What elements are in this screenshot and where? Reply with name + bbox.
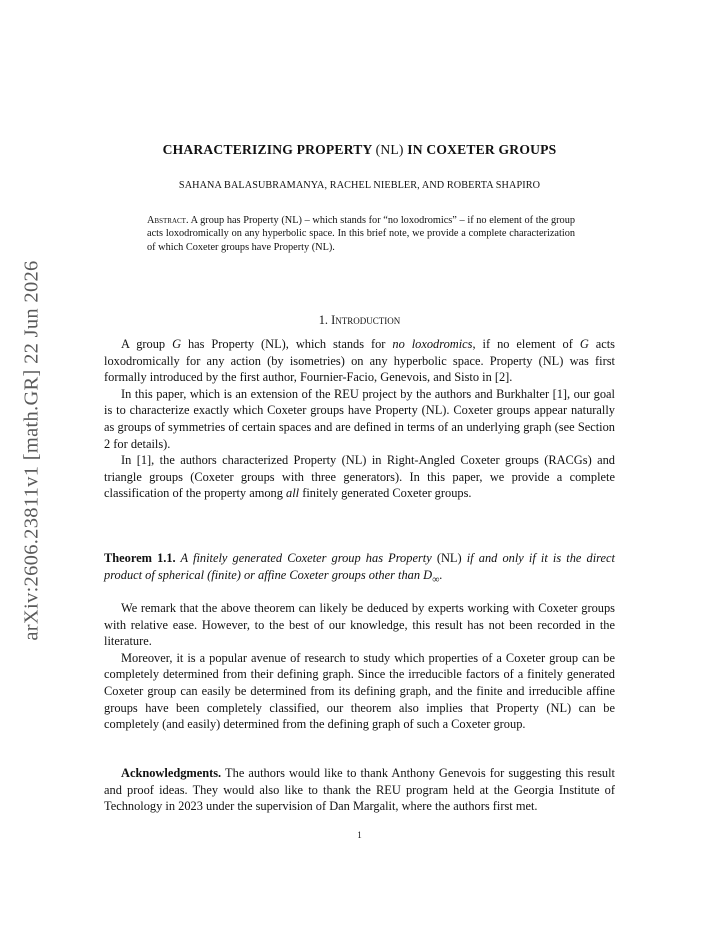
page-number: 1: [357, 830, 362, 840]
arxiv-identifier: [2, 240, 62, 660]
paragraph: Moreover, it is a popular avenue of research to study which properties of a Coxeter group can be completely determined from their defining graph. Since the irreducible factors of a finitely generated Coxeter group can easily be determined from its defining graph, and the finite and irreducible affine groups have been completely classified, our theorem also implies that Property (NL) can be completely (and easily) determined from the defining graph of such a Coxeter group.: [104, 650, 615, 732]
section-heading: 1. Introduction: [318, 313, 401, 327]
remarks-body: [104, 600, 615, 733]
theorem-label: Theorem 1.1.: [104, 551, 176, 565]
acknowledgments: Acknowledgments. The authors would like to thank Anthony Genevois for suggesting this result and proof ideas. They would also like to thank the REU program held at the Georgia Institute of Technology in 2023 under the supervision of Dan Margalit, where the authors first met.: [104, 766, 615, 814]
paragraph: We remark that the above theorem can likely be deduced by experts working with Coxeter groups with relative ease. However, to the best of our knowledge, this result has not been recorded in the literature.: [104, 601, 615, 649]
abstract-text: A group has Property (NL) – which stands for “no loxodromics” – if no element of the group acts loxodromically on any hyperbolic space. In this brief note, we provide a complete characterization of which Coxeter groups have Property (NL).: [147, 215, 575, 253]
paragraph: In [1], the authors characterized Property (NL) in Right-Angled Coxeter groups (RACGs) and triangle groups (Coxeter groups with three generators). In this paper, we provide a complete classification of the property among all finitely generated Coxeter groups.: [104, 453, 615, 501]
author-list: SAHANA BALASUBRAMANYA, RACHEL NIEBLER, AND ROBERTA SHAPIRO: [178, 180, 541, 191]
arxiv-identifier-text: arXiv:2606.23811v1 [math.GR] 22 Jun 2026: [20, 259, 43, 641]
abstract: [147, 214, 575, 254]
introduction-body: [104, 336, 615, 502]
abstract-label: Abstract.: [147, 215, 189, 226]
acknowledgments-label: Acknowledgments.: [121, 766, 222, 780]
paragraph: A group G has Property (NL), which stands for no loxodromics, if no element of G acts loxodromically for any action (by isometries) on any hyperbolic space. Property (NL) was first formally introduced by the first author, Fournier-Facio, Genevois, and Sisto in [2].: [104, 337, 615, 385]
theorem-statement: Theorem 1.1. A finitely generated Coxeter group has Property (NL) if and only if it is the direct product of spherical (finite) or affine Coxeter groups other than $D_\infty$.: [104, 551, 615, 586]
paragraph: In this paper, which is an extension of the REU project by the authors and Burkhalter [1], our goal is to characterize exactly which Coxeter groups have Property (NL). Coxeter groups appear naturally as groups of symmetries of certain spaces and are defined in terms of an underlying graph (see Section 2 for details).: [104, 386, 615, 451]
paper-title: CHARACTERIZING PROPERTY (NL) IN COXETER GROUPS: [162, 142, 557, 157]
